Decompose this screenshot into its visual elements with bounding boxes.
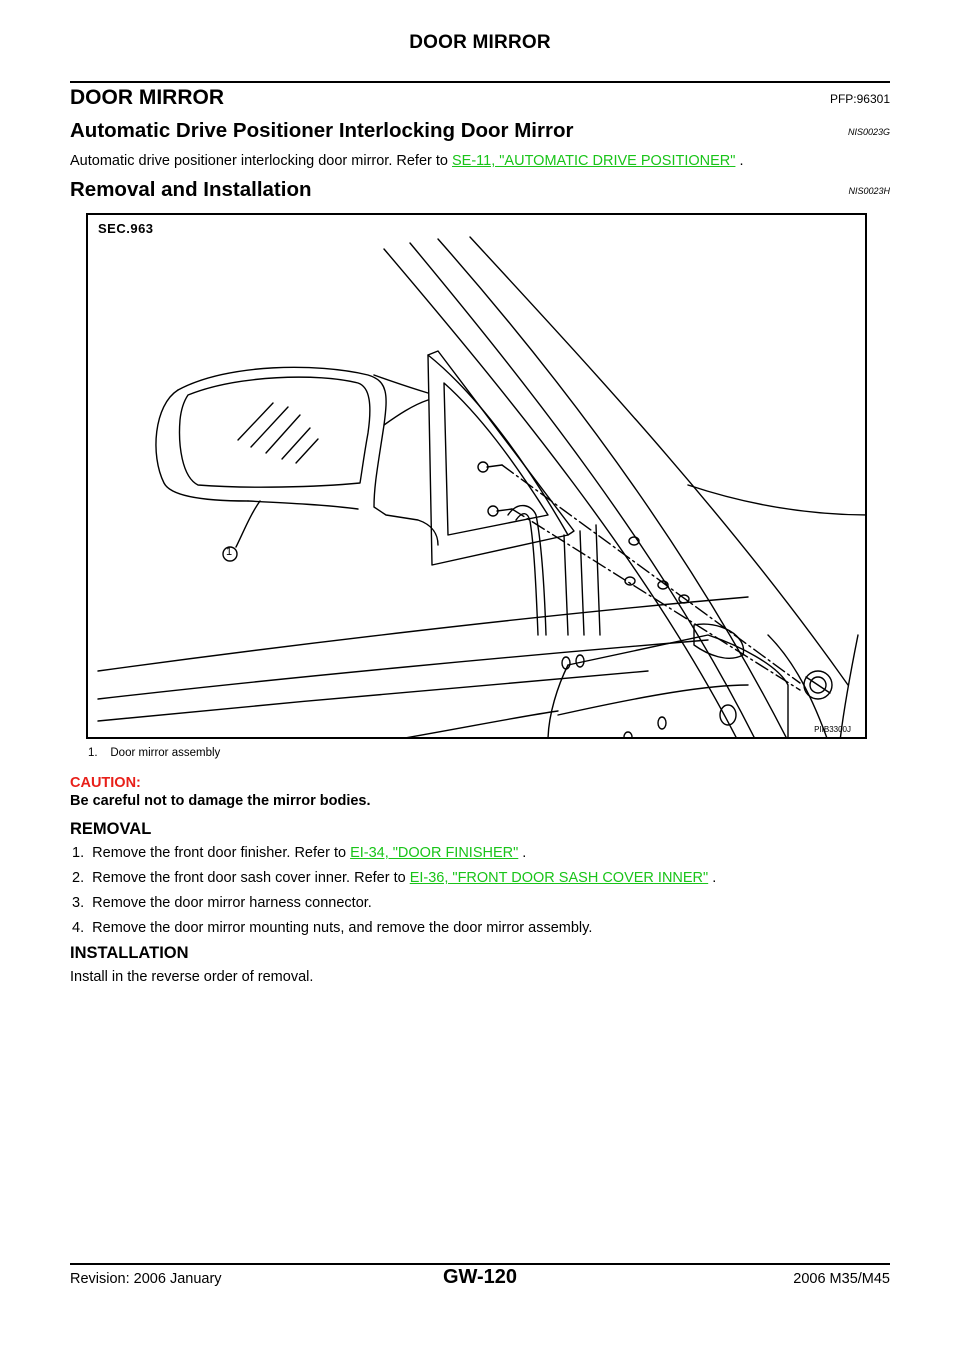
removal-installation-code: NIS0023H <box>848 186 890 196</box>
adp-heading <box>70 119 890 143</box>
step-text: Remove the door mirror mounting nuts, and remove the door mirror assembly. <box>92 920 593 936</box>
step-link[interactable]: EI-34, "DOOR FINISHER" <box>350 845 519 861</box>
section-code: PFP:96301 <box>829 92 890 106</box>
removal-step <box>72 920 888 936</box>
adp-paragraph <box>70 152 890 170</box>
door-mirror-illustration <box>88 215 867 739</box>
step-text: Remove the front door sash cover inner. Refer to <box>92 870 410 886</box>
step-text-after: . <box>708 870 717 886</box>
installation-title: INSTALLATION <box>70 944 189 962</box>
figure-legend: 1. Door mirror assembly <box>88 747 221 759</box>
figure-code: PIIB3300J <box>814 725 851 734</box>
section-heading <box>70 86 890 110</box>
removal-step <box>72 895 888 911</box>
installation-text: Install in the reverse order of removal. <box>70 969 314 985</box>
step-text-after: . <box>518 845 527 861</box>
removal-installation-heading <box>70 178 890 202</box>
removal-step <box>72 845 888 861</box>
footer-revision: Revision: 2006 January <box>70 1271 222 1287</box>
step-text: Remove the door mirror harness connector. <box>92 895 372 911</box>
footer-rule <box>70 1263 890 1265</box>
step-link[interactable]: EI-36, "FRONT DOOR SASH COVER INNER" <box>409 870 709 886</box>
footer-page-number: GW-120 <box>442 1266 518 1288</box>
footer-model: 2006 M35/M45 <box>793 1271 890 1287</box>
removal-installation-title: Removal and Installation <box>70 178 312 201</box>
adp-code: NIS0023G <box>847 127 890 137</box>
page-header-title: DOOR MIRROR <box>409 32 551 53</box>
section-title: DOOR MIRROR <box>70 86 224 109</box>
step-number: 3. <box>72 895 85 911</box>
step-number: 2. <box>72 870 85 886</box>
adp-text-after: . <box>735 153 744 169</box>
door-mirror-figure <box>86 213 867 739</box>
step-number: 4. <box>72 920 85 936</box>
caution-text: Be careful not to damage the mirror bodies. <box>70 793 371 809</box>
header-rule <box>70 81 890 83</box>
caution-title: CAUTION: <box>70 775 141 791</box>
step-text: Remove the front door finisher. Refer to <box>92 845 351 861</box>
figure-callout-1: 1 <box>226 546 233 558</box>
removal-title: REMOVAL <box>70 820 152 838</box>
step-number: 1. <box>72 845 85 861</box>
adp-text: Automatic drive positioner interlocking door mirror. Refer to <box>70 153 452 169</box>
removal-step <box>72 870 888 886</box>
figure-section-label: SEC.963 <box>98 221 154 236</box>
adp-title: Automatic Drive Positioner Interlocking Door Mirror <box>70 119 574 142</box>
adp-link[interactable]: SE-11, "AUTOMATIC DRIVE POSITIONER" <box>452 153 736 169</box>
